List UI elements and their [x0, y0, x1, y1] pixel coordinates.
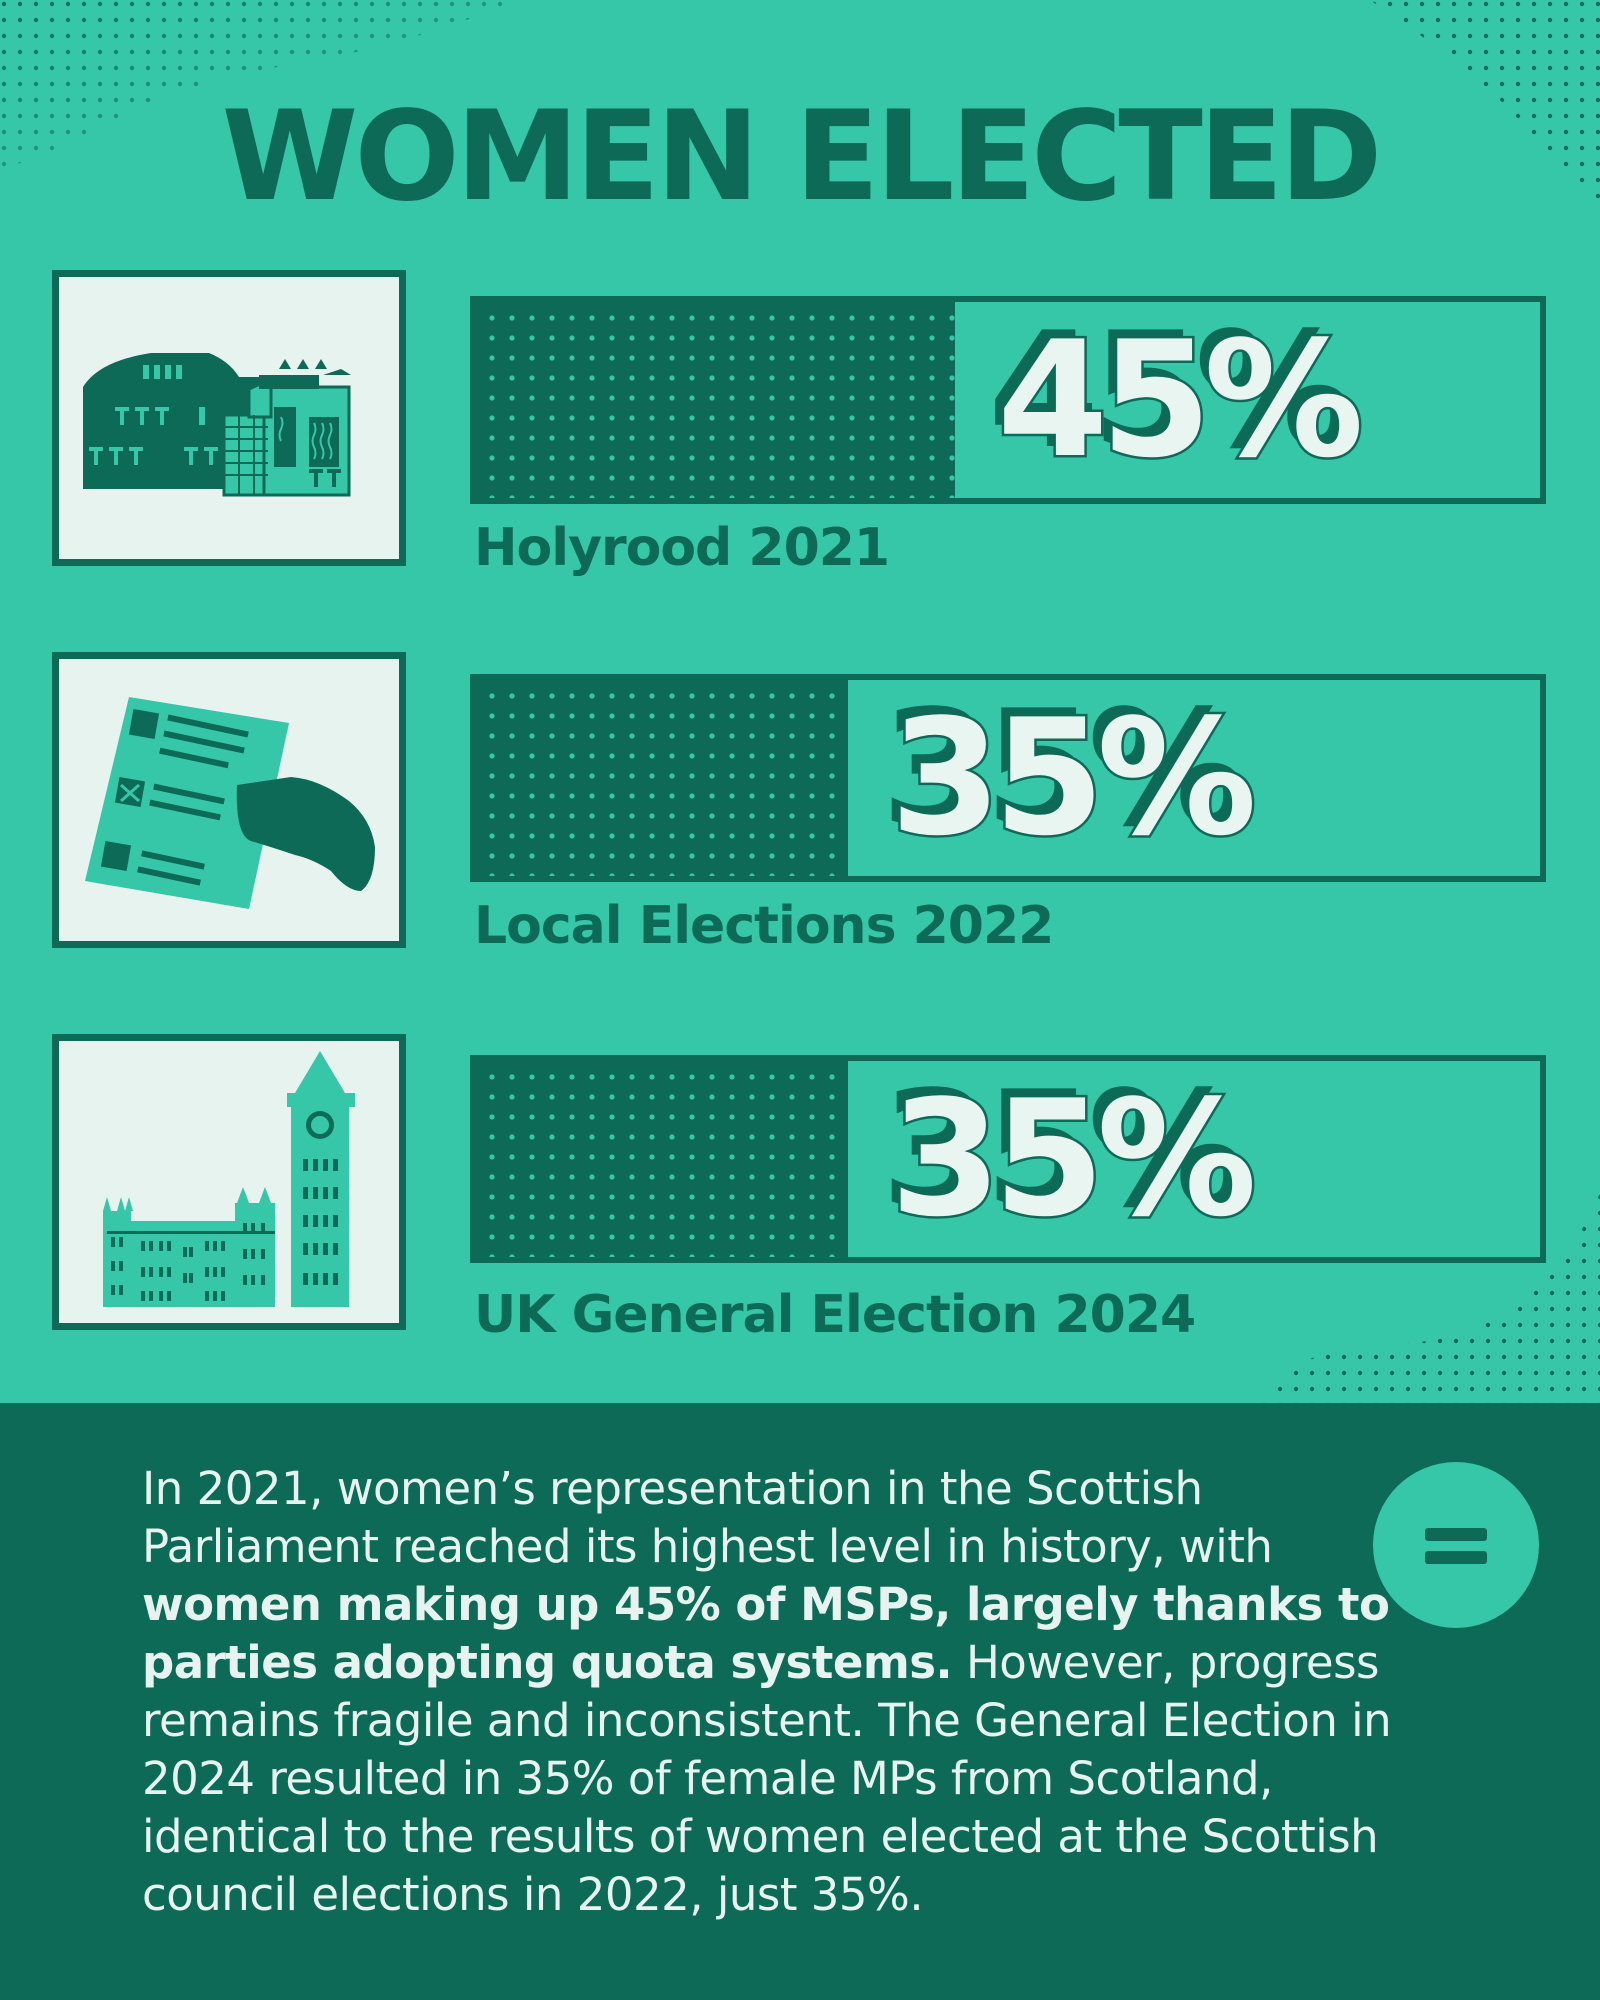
ballot-paper-icon — [59, 659, 399, 941]
bar-fill — [476, 680, 848, 876]
bar-label-uk-general-election: UK General Election 2024 — [474, 1285, 1196, 1345]
page-title: WOMEN ELECTED — [221, 85, 1379, 229]
summary-paragraph — [142, 1460, 1442, 1924]
bar-local-elections — [470, 674, 1546, 882]
value-label: 35% — [890, 1065, 1249, 1252]
equals-logo-icon — [1373, 1462, 1539, 1628]
icon-box-uk-general-election — [52, 1034, 406, 1330]
summary-text-highlight: women making up 45% of MSPs, largely thanks to parties adopting quota systems. — [142, 1578, 1390, 1689]
summary-text-intro: In 2021, women’s representation in the Scottish Parliament reached its highest level in history, with — [142, 1462, 1273, 1573]
bar-uk-general-election — [470, 1055, 1546, 1263]
bar-fill — [476, 302, 955, 498]
big-ben-westminster-icon — [59, 1041, 399, 1323]
icon-box-holyrood — [52, 270, 406, 566]
bar-holyrood — [470, 296, 1546, 504]
scottish-parliament-icon — [59, 277, 399, 559]
logo-bar-bottom — [1425, 1551, 1487, 1564]
value-label: 45% — [997, 306, 1356, 493]
value-label: 35% — [890, 684, 1249, 871]
bar-label-local-elections: Local Elections 2022 — [474, 896, 1054, 956]
logo-bar-top — [1425, 1528, 1487, 1541]
icon-box-local-elections — [52, 652, 406, 948]
summary-text-rest: However, progress remains fragile and inconsistent. The General Election in 2024 resulted in 35% of female MPs from Scotland, identical to the results of women elected at the Scottish council elections in 2022, just 35%. — [142, 1636, 1392, 1921]
bar-fill — [476, 1061, 848, 1257]
bar-label-holyrood: Holyrood 2021 — [474, 518, 890, 578]
